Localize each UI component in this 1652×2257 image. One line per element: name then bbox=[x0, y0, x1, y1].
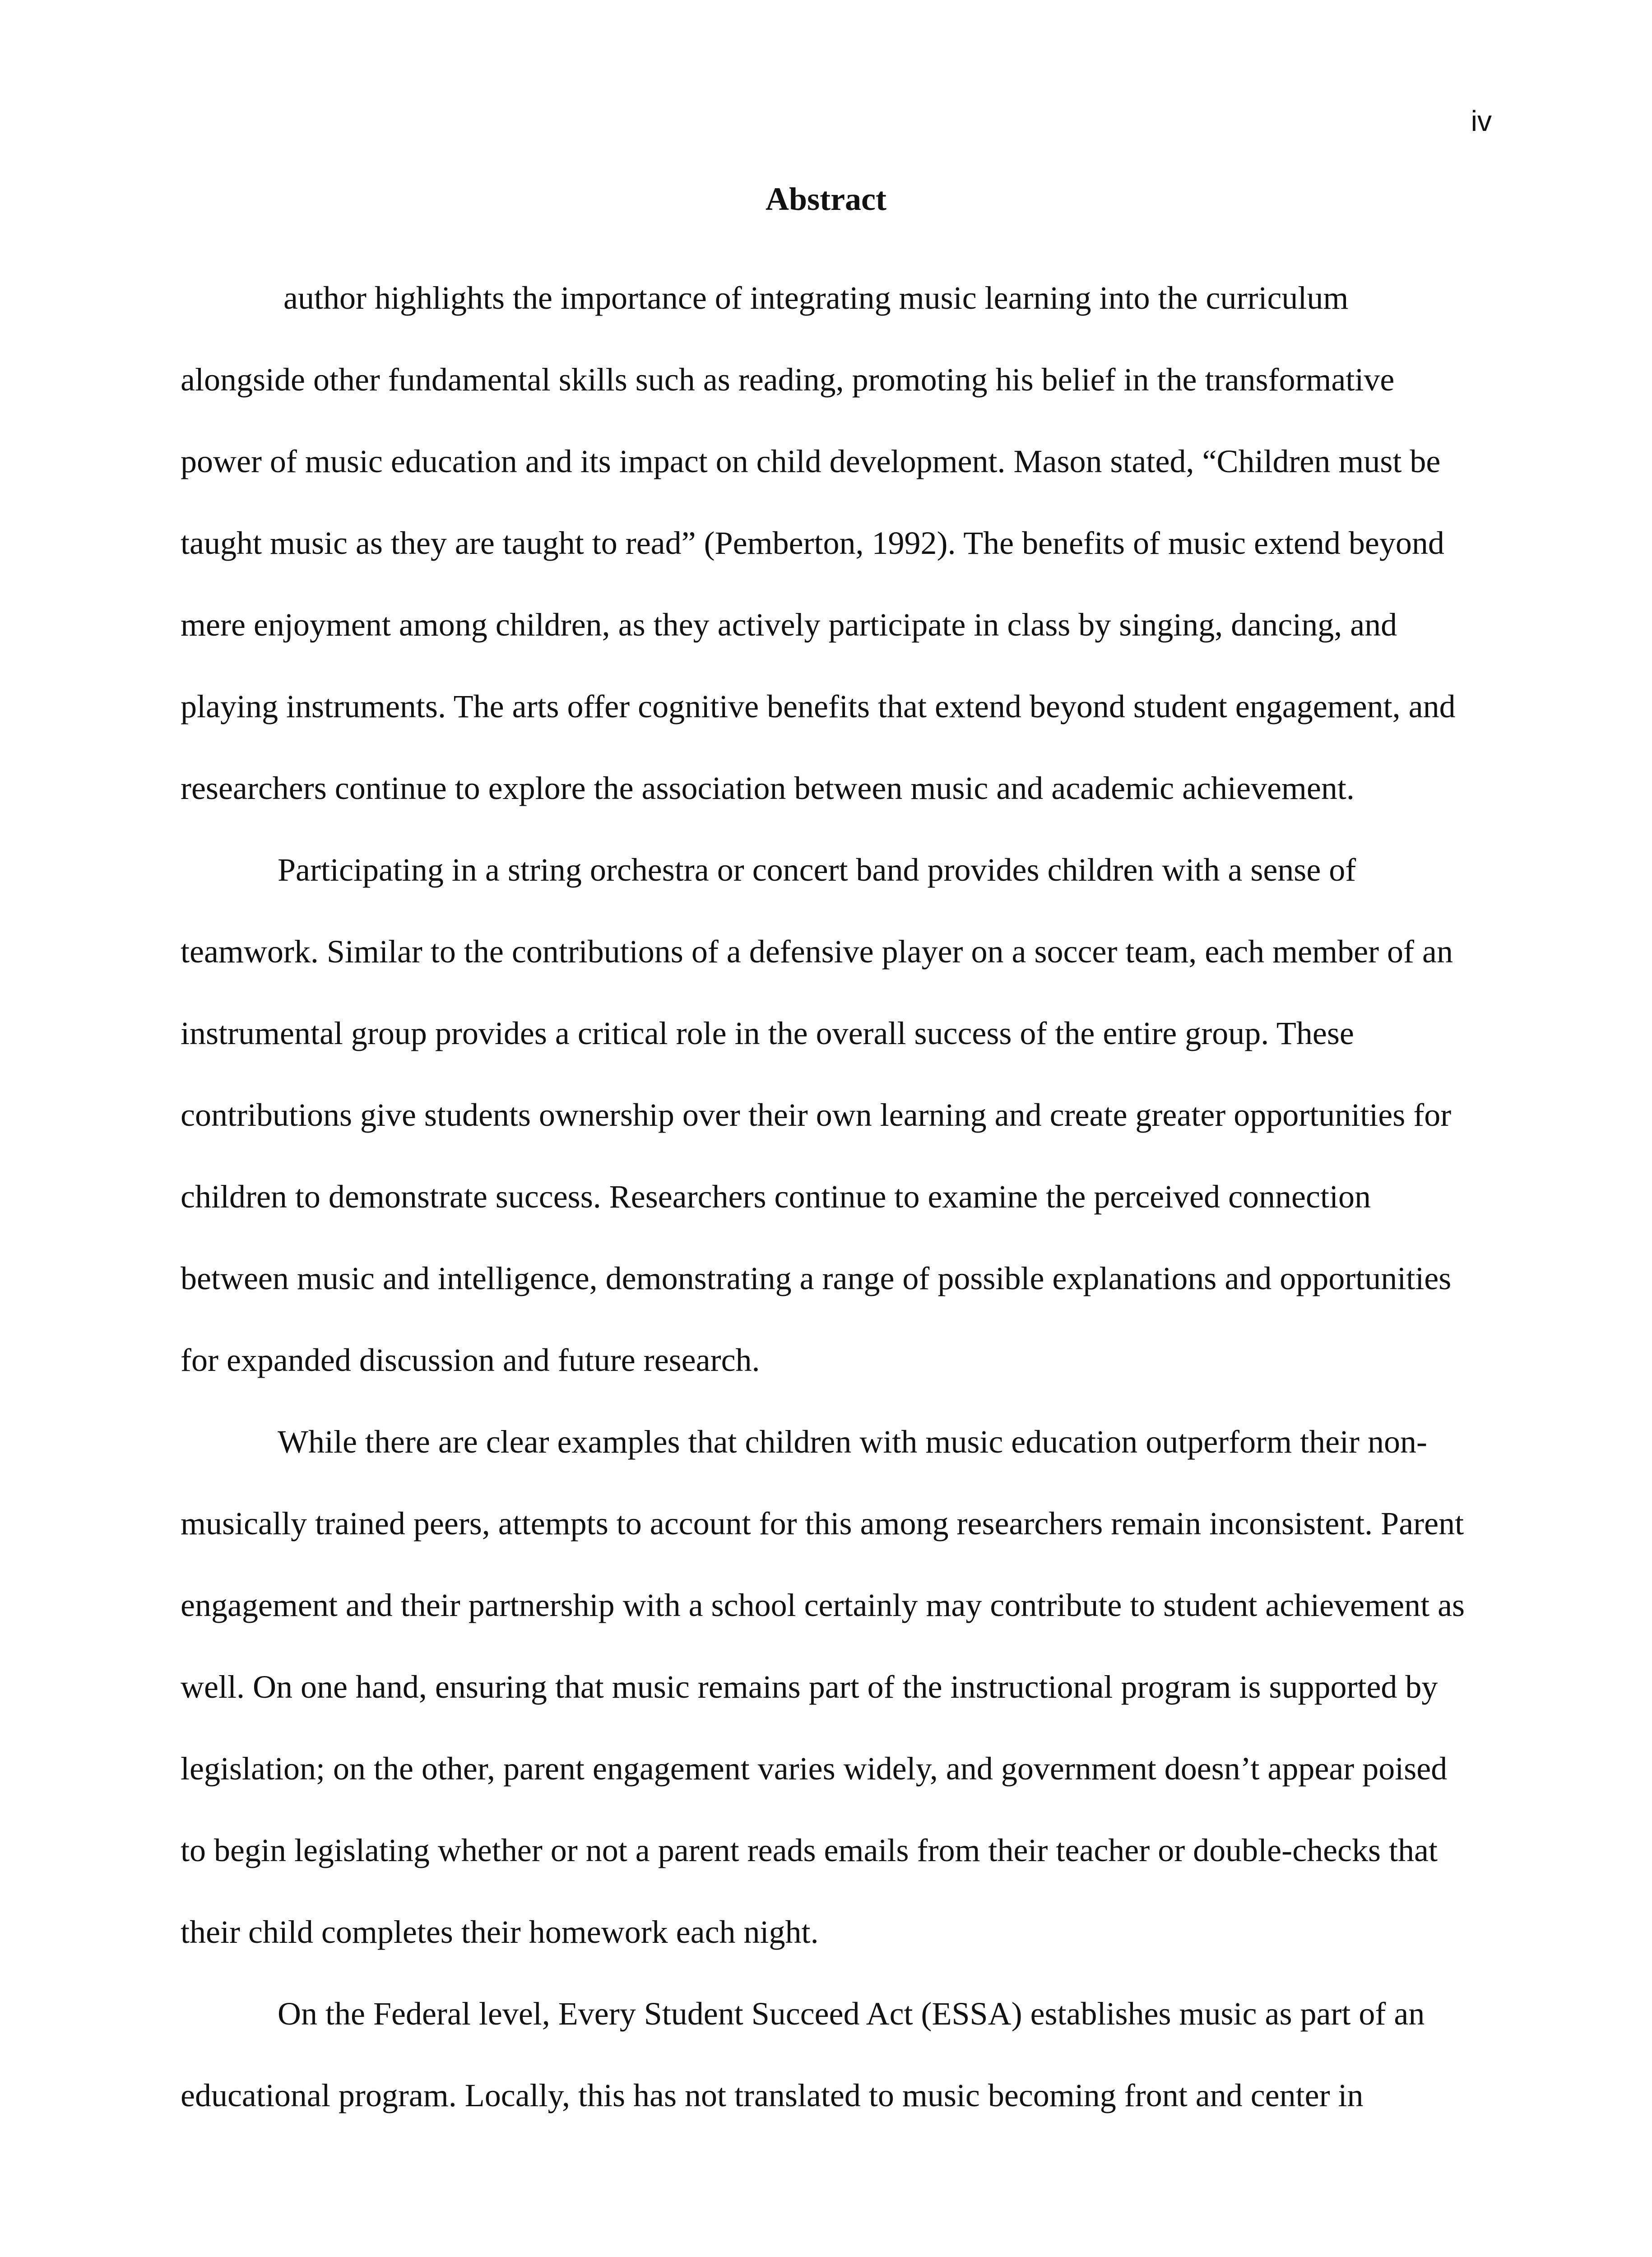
paragraph-2 bbox=[181, 829, 1471, 1401]
text-line: author highlights the importance of integrating music learning into the curriculum bbox=[283, 280, 1349, 316]
paragraph-1 bbox=[181, 257, 1471, 829]
text-line: While there are clear examples that children with music education outperform their non- bbox=[278, 1424, 1427, 1460]
text-line: mere enjoyment among children, as they actively participate in class by singing, dancing, and bbox=[181, 607, 1397, 643]
text-line: engagement and their partnership with a school certainly may contribute to student achievement as bbox=[181, 1587, 1465, 1623]
text-line: to begin legislating whether or not a parent reads emails from their teacher or double-checks that bbox=[181, 1832, 1438, 1868]
page-number: iv bbox=[1471, 105, 1492, 137]
text-line: instrumental group provides a critical role in the overall success of the entire group. These bbox=[181, 1015, 1354, 1051]
text-line: between music and intelligence, demonstrating a range of possible explanations and opportunities bbox=[181, 1260, 1452, 1296]
text-line: children to demonstrate success. Researchers continue to examine the perceived connection bbox=[181, 1179, 1371, 1215]
text-line: legislation; on the other, parent engagement varies widely, and government doesn’t appear poised bbox=[181, 1751, 1448, 1787]
text-line: well. On one hand, ensuring that music remains part of the instructional program is supported by bbox=[181, 1669, 1438, 1705]
text-line: contributions give students ownership over their own learning and create greater opportunities for bbox=[181, 1097, 1452, 1133]
text-line: alongside other fundamental skills such as reading, promoting his belief in the transformative bbox=[181, 362, 1395, 398]
text-line: their child completes their homework each night. bbox=[181, 1914, 819, 1950]
text-line: educational program. Locally, this has not translated to music becoming front and center in bbox=[181, 2077, 1364, 2113]
text-line: for expanded discussion and future research. bbox=[181, 1342, 760, 1378]
paragraph-3 bbox=[181, 1401, 1471, 1973]
text-line: On the Federal level, Every Student Succeed Act (ESSA) establishes music as part of an bbox=[278, 1996, 1425, 2032]
text-line: musically trained peers, attempts to account for this among researchers remain inconsistent. Parent bbox=[181, 1505, 1464, 1542]
text-line: taught music as they are taught to read” (Pemberton, 1992). The benefits of music extend beyond bbox=[181, 525, 1444, 561]
text-line: power of music education and its impact on child development. Mason stated, “Children must be bbox=[181, 443, 1441, 479]
paragraph-4 bbox=[181, 1973, 1471, 2136]
text-line: Participating in a string orchestra or concert band provides children with a sense of bbox=[278, 852, 1356, 888]
text-line: teamwork. Similar to the contributions of a defensive player on a soccer team, each member of an bbox=[181, 933, 1453, 970]
text-line: playing instruments. The arts offer cognitive benefits that extend beyond student engagement, and bbox=[181, 688, 1456, 724]
abstract-body bbox=[181, 257, 1471, 2136]
page-title: Abstract bbox=[766, 181, 886, 217]
text-line: researchers continue to explore the association between music and academic achievement. bbox=[181, 770, 1355, 806]
